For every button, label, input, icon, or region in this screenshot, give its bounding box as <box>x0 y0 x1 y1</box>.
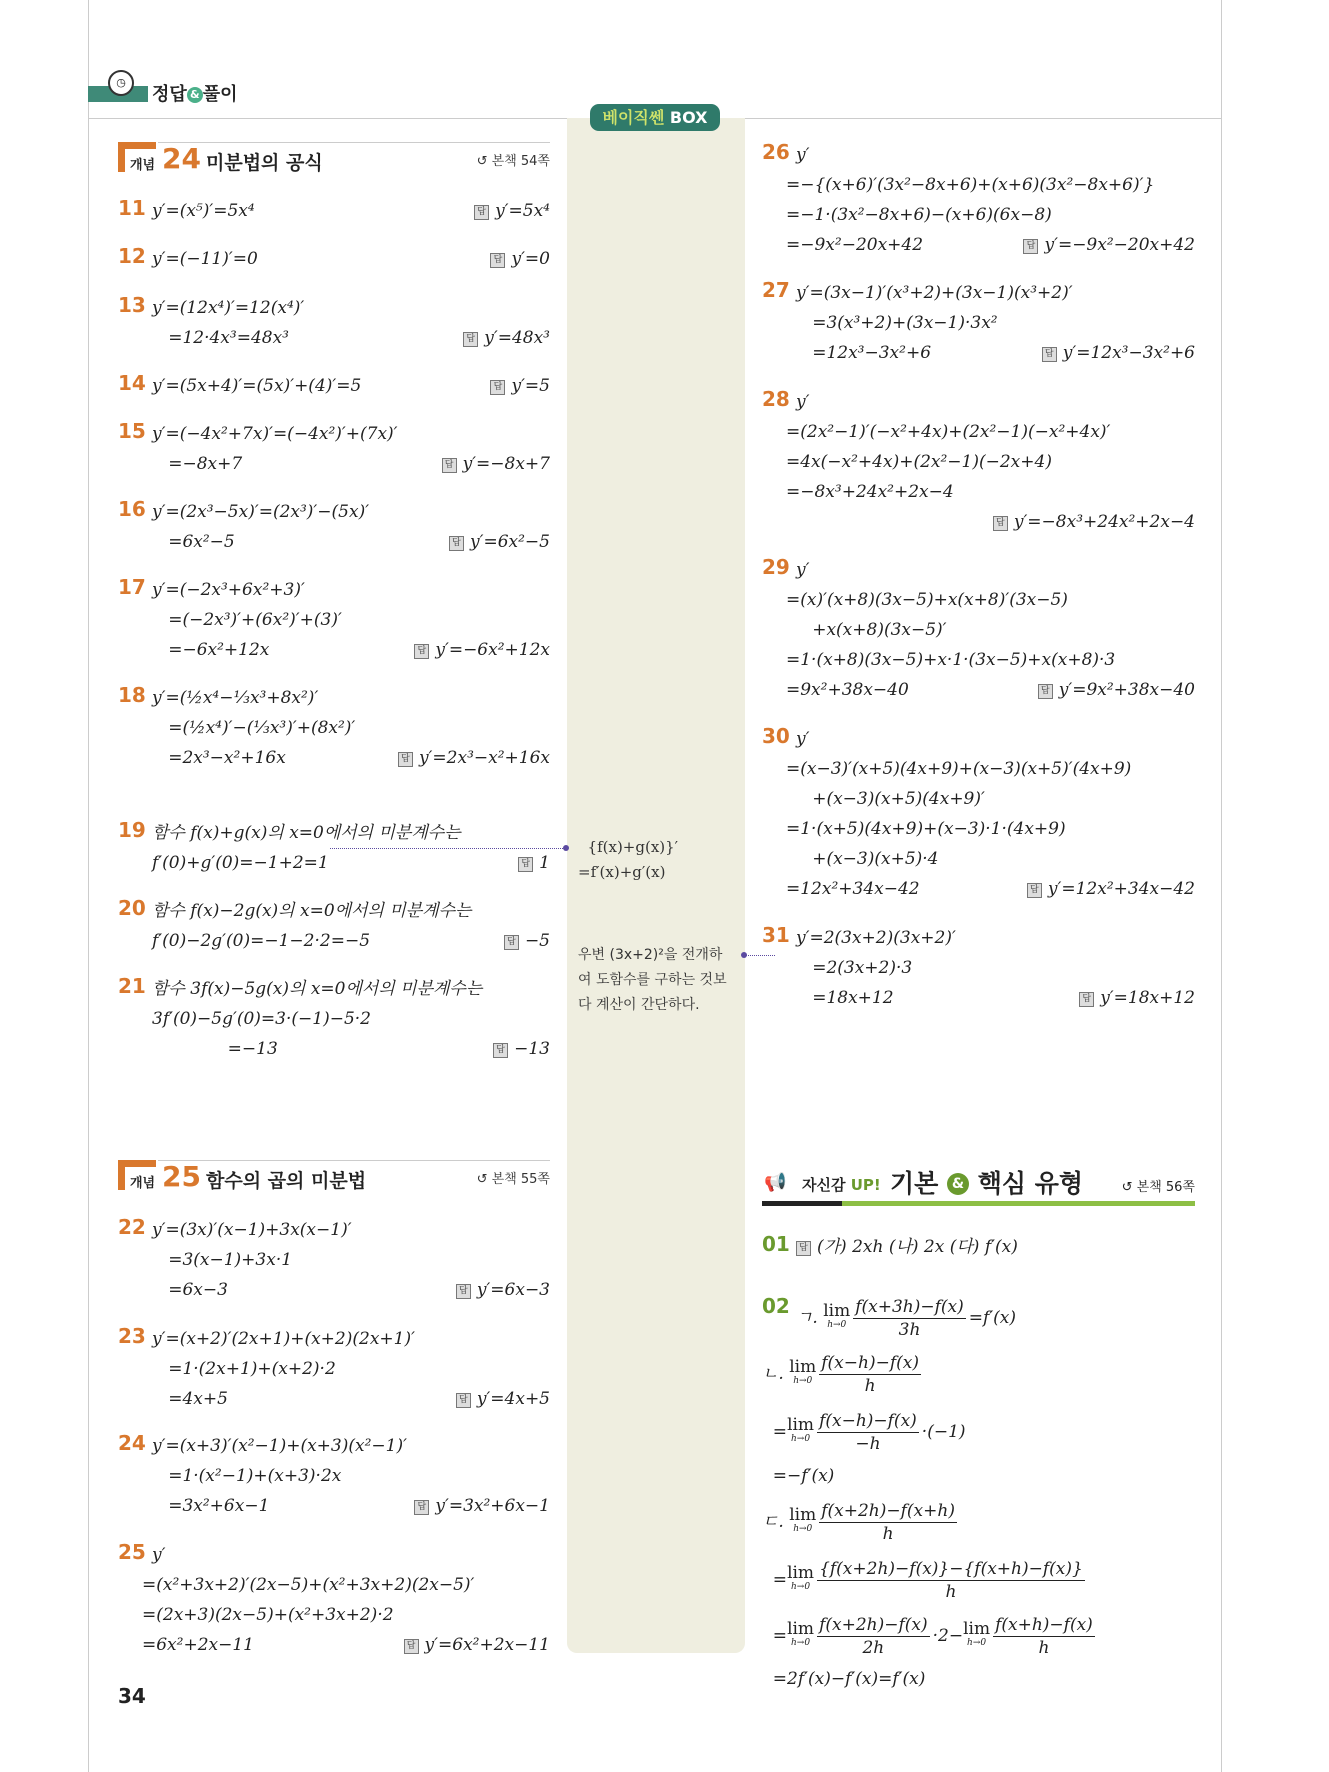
answer-text: y′=48x³ <box>484 328 550 348</box>
problem-line <box>762 1232 1195 1262</box>
numerator: f(x+3h)−f(x) <box>855 1296 964 1317</box>
answer-text: y′=6x−3 <box>476 1280 550 1300</box>
basic-label <box>802 1174 881 1195</box>
problem-16 <box>118 497 550 557</box>
basic-label-text: 자신감 <box>802 1176 846 1194</box>
answer-icon: 답 <box>493 1043 508 1058</box>
answer-icon: 답 <box>993 516 1008 531</box>
math-text: =f′(x) <box>968 1308 1017 1328</box>
section-number: 24 <box>162 142 201 175</box>
problem-30 <box>762 724 1195 904</box>
math-text: ㄴ. <box>762 1364 790 1384</box>
denominator: 2h <box>862 1637 885 1658</box>
problem-line: y′=(x⁵)′=5x⁴ <box>152 201 255 221</box>
lim-subscript: h→0 <box>791 1582 811 1592</box>
answer-text: y′=18x+12 <box>1100 988 1195 1008</box>
problem-17 <box>118 575 550 665</box>
problem-line: =−8x+7 <box>152 454 243 474</box>
problem-line: y′=(−4x²+7x)′=(−4x²)′+(7x)′ <box>152 424 398 444</box>
denominator: 3h <box>898 1319 921 1340</box>
problem-line: 함수 f(x)−2g(x)의 x=0에서의 미분계수는 <box>152 901 472 921</box>
problem-line: =−6x²+12x <box>152 640 270 660</box>
numerator: f(x−h)−f(x) <box>821 1352 919 1373</box>
connector-dot <box>563 845 569 851</box>
box-label-b: BOX <box>669 108 708 127</box>
note-sum-rule <box>578 835 678 885</box>
problem-line: y′=(3x)′(x−1)+3x(x−1)′ <box>152 1220 352 1240</box>
underline-dark <box>762 1201 842 1206</box>
math-text: = <box>762 1422 788 1442</box>
basic-box-panel <box>567 118 745 1653</box>
math-text: ·(−1) <box>921 1422 966 1442</box>
problem-line: =(−2x³)′+(6x²)′+(3)′ <box>152 610 342 630</box>
answer-icon: 답 <box>456 1284 471 1299</box>
box-label-a: 베이직쎈 <box>602 108 665 127</box>
answer-icon: 답 <box>490 253 505 268</box>
problem-line: =6x²+2x−11 <box>142 1635 254 1655</box>
note-line: 우변 (3x+2)²을 전개하 <box>578 947 723 963</box>
answer-text: y′=6x²−5 <box>470 532 550 552</box>
problem-line: =−9x²−20x+42 <box>786 235 924 255</box>
problem-line: =6x²−5 <box>152 532 235 552</box>
math-text: = <box>762 1570 788 1590</box>
answer-icon: 답 <box>1079 992 1094 1007</box>
lim-label: lim <box>789 1505 817 1525</box>
answer <box>442 449 550 479</box>
problem-number: 29 <box>762 555 790 579</box>
header-title-a: 정답 <box>152 84 187 105</box>
section-label: 개념 <box>130 158 156 173</box>
refresh-icon: ↺ <box>476 1172 492 1187</box>
limit-line <box>762 1664 1195 1694</box>
fraction <box>817 1614 930 1659</box>
problem-line: =−{(x+6)′(3x²−8x+6)+(x+6)(3x²−8x+6)′} <box>786 175 1155 195</box>
problem-14 <box>118 371 550 401</box>
problem-line: =(2x²−1)′(−x²+4x)+(2x²−1)(−x²+4x)′ <box>786 422 1111 442</box>
lim-label: lim <box>787 1415 815 1435</box>
lim-label: lim <box>789 1357 817 1377</box>
numerator: f(x+2h)−f(x) <box>819 1614 928 1635</box>
answer <box>474 196 550 226</box>
answer <box>1027 874 1195 904</box>
book-ref <box>1122 1176 1195 1195</box>
lim-operator <box>789 1357 817 1388</box>
problem-number: 20 <box>118 896 146 920</box>
answer <box>1079 983 1195 1013</box>
problem-11 <box>118 196 550 226</box>
problem-number: 11 <box>118 196 146 220</box>
limit-line <box>762 1292 1195 1344</box>
problem-13 <box>118 293 550 353</box>
problem-24 <box>118 1431 550 1521</box>
answer-text: (가) 2xh (나) 2x (다) f′(x) <box>817 1237 1018 1257</box>
problem-line: =12x³−3x²+6 <box>796 343 932 363</box>
answer-icon: 답 <box>504 935 519 950</box>
problem-number: 30 <box>762 724 790 748</box>
problem-line: =(2x+3)(2x−5)+(x²+3x+2)·2 <box>142 1605 394 1625</box>
problem-line: 3f′(0)−5g′(0)=3·(−1)−5·2 <box>152 1009 371 1029</box>
lim-operator <box>787 1563 815 1594</box>
answer-text: y′=4x+5 <box>476 1389 550 1409</box>
numerator: f(x−h)−f(x) <box>819 1410 917 1431</box>
problem-02 <box>762 1292 1195 1694</box>
problem-line: y′ <box>796 729 810 749</box>
problem-line: =1·(2x+1)+(x+2)·2 <box>152 1359 336 1379</box>
problem-line: =−8x³+24x²+2x−4 <box>786 482 954 502</box>
header-title <box>152 80 238 106</box>
math-text: = <box>762 1626 788 1646</box>
problem-number: 22 <box>118 1215 146 1239</box>
lim-label: lim <box>787 1563 815 1583</box>
problem-20 <box>118 896 550 956</box>
problem-23 <box>118 1324 550 1414</box>
section-label: 개념 <box>130 1176 156 1191</box>
problem-line: =6x−3 <box>152 1280 228 1300</box>
megaphone-icon: 📢 <box>764 1172 787 1193</box>
problem-line: =(½x⁴)′−(⅓x³)′+(8x²)′ <box>152 718 356 738</box>
problem-18 <box>118 683 550 773</box>
answer-text: y′=−9x²−20x+42 <box>1044 235 1195 255</box>
problem-line: =3(x³+2)+(3x−1)·3x² <box>796 313 998 333</box>
fraction <box>819 1500 957 1545</box>
problem-01 <box>762 1232 1195 1262</box>
book-ref <box>477 1168 550 1187</box>
lim-subscript: h→0 <box>791 1638 811 1648</box>
answer <box>414 1491 550 1521</box>
limit-line <box>762 1608 1195 1664</box>
problem-line: =−1·(3x²−8x+6)−(x+6)(6x−8) <box>786 205 1052 225</box>
denominator: h <box>864 1375 876 1396</box>
problem-line: y′=(x+2)′(2x+1)+(x+2)(2x+1)′ <box>152 1329 415 1349</box>
problem-line: y′=(2x³−5x)′=(2x³)′−(5x)′ <box>152 502 370 522</box>
answer-text: y′=−8x³+24x²+2x−4 <box>1013 512 1195 532</box>
problem-22 <box>118 1215 550 1305</box>
problem-number: 19 <box>118 818 146 842</box>
problem-line: =2(3x+2)·3 <box>796 958 913 978</box>
problem-line: y′=(x+3)′(x²−1)+(x+3)(x²−1)′ <box>152 1436 407 1456</box>
answer <box>490 371 550 401</box>
answer-icon: 답 <box>1038 684 1053 699</box>
note-line: 여 도함수를 구하는 것보 <box>578 972 727 988</box>
problem-line: =3(x−1)+3x·1 <box>152 1250 293 1270</box>
section-number: 25 <box>162 1160 201 1193</box>
problem-line: 함수 3f(x)−5g(x)의 x=0에서의 미분계수는 <box>152 979 483 999</box>
answer-text: y′=2x³−x²+16x <box>418 748 550 768</box>
clock-icon: ◷ <box>108 70 134 96</box>
problem-line: =1·(x+8)(3x−5)+x·1·(3x−5)+x(x+8)·3 <box>786 650 1116 670</box>
amp-badge: & <box>187 87 203 103</box>
numerator: f(x+2h)−f(x+h) <box>821 1500 955 1521</box>
answer-text: y′=6x²+2x−11 <box>424 1635 550 1655</box>
problem-number: 16 <box>118 497 146 521</box>
problem-number: 14 <box>118 371 146 395</box>
problem-line: =(x²+3x+2)′(2x−5)+(x²+3x+2)(2x−5)′ <box>142 1575 475 1595</box>
answer-text: y′=12x³−3x²+6 <box>1062 343 1195 363</box>
book-ref-text: 본책 56쪽 <box>1136 1180 1195 1195</box>
limit-line <box>762 1552 1195 1608</box>
problem-line: +(x−3)(x+5)·4 <box>796 849 939 869</box>
answer <box>1023 230 1195 260</box>
answer <box>518 848 550 878</box>
answer <box>456 1384 550 1414</box>
section-title: 미분법의 공식 <box>206 152 323 174</box>
denominator: h <box>1038 1637 1050 1658</box>
problem-21 <box>118 974 550 1064</box>
answer <box>414 635 550 665</box>
problem-26 <box>762 140 1195 260</box>
problem-number: 18 <box>118 683 146 707</box>
note-line: {f(x)+g(x)}′ <box>578 838 679 856</box>
amp-badge: & <box>947 1173 969 1195</box>
denominator: h <box>945 1581 957 1602</box>
book-ref <box>477 150 550 169</box>
note-line: =f′(x)+g′(x) <box>578 863 666 881</box>
answer-text: −13 <box>514 1039 550 1059</box>
lim-subscript: h→0 <box>793 1376 813 1386</box>
basic-title-a: 기본 <box>890 1169 939 1198</box>
answer-text: y′=5 <box>511 376 550 396</box>
problem-27 <box>762 278 1195 368</box>
problem-line: =2x³−x²+16x <box>152 748 286 768</box>
problem-number: 13 <box>118 293 146 317</box>
answer-icon: 답 <box>490 380 505 395</box>
answer <box>456 1275 550 1305</box>
answer-icon: 답 <box>1023 239 1038 254</box>
math-text: ㄱ. <box>796 1308 824 1328</box>
answer-icon: 답 <box>796 1241 811 1256</box>
answer <box>493 1034 550 1064</box>
lim-subscript: h→0 <box>791 1434 811 1444</box>
book-ref-text: 본책 54쪽 <box>491 154 550 169</box>
basic-box-label <box>590 104 720 131</box>
divider <box>158 142 550 143</box>
lim-subscript: h→0 <box>793 1524 813 1534</box>
problem-25 <box>118 1540 550 1660</box>
denominator: −h <box>855 1433 881 1454</box>
header-title-b: 풀이 <box>202 84 238 105</box>
lim-operator <box>823 1301 851 1332</box>
problem-line: =4x+5 <box>152 1389 228 1409</box>
problem-31 <box>762 923 1195 1013</box>
problem-line: =1·(x²−1)+(x+3)·2x <box>152 1466 342 1486</box>
connector-line <box>330 848 563 849</box>
basic-section-header <box>762 1160 1195 1206</box>
basic-title <box>890 1164 1083 1200</box>
answer-icon: 답 <box>414 644 429 659</box>
fraction <box>993 1614 1095 1659</box>
problem-number: 28 <box>762 387 790 411</box>
note-line: 다 계산이 간단하다. <box>578 997 700 1013</box>
problem-number: 26 <box>762 140 790 164</box>
numerator: {f(x+2h)−f(x)}−{f(x+h)−f(x)} <box>819 1558 1083 1579</box>
answer-icon: 답 <box>456 1393 471 1408</box>
answer-text: y′=12x²+34x−42 <box>1047 879 1195 899</box>
lim-subscript: h→0 <box>827 1320 847 1330</box>
problem-line: =18x+12 <box>796 988 894 1008</box>
problem-line: +(x−3)(x+5)(4x+9)′ <box>796 789 985 809</box>
answer-icon: 답 <box>449 536 464 551</box>
answer-text: y′=9x²+38x−40 <box>1058 680 1195 700</box>
answer <box>449 527 550 557</box>
answer-text: y′=−8x+7 <box>462 454 550 474</box>
section-header-25 <box>118 1160 550 1194</box>
answer-text: −5 <box>524 931 550 951</box>
answer <box>463 323 550 353</box>
numerator: f(x+h)−f(x) <box>995 1614 1093 1635</box>
answer-icon: 답 <box>1027 883 1042 898</box>
problem-15 <box>118 419 550 479</box>
book-ref-text: 본책 55쪽 <box>491 1172 550 1187</box>
underline-green <box>842 1201 1195 1206</box>
lim-operator <box>789 1505 817 1536</box>
problem-line: f′(0)−2g′(0)=−1−2·2=−5 <box>152 931 371 951</box>
answer <box>398 743 550 773</box>
fraction <box>817 1410 919 1455</box>
problem-line: y′ <box>796 392 810 412</box>
answer <box>1038 675 1195 705</box>
page-number: 34 <box>118 1684 146 1708</box>
answer <box>490 244 550 274</box>
problem-28 <box>762 387 1195 537</box>
problem-number: 15 <box>118 419 146 443</box>
problem-line: =9x²+38x−40 <box>786 680 909 700</box>
problem-number: 17 <box>118 575 146 599</box>
answer-text: y′=5x⁴ <box>495 201 550 221</box>
problem-number: 01 <box>762 1232 790 1256</box>
note-expand-tip <box>578 943 738 1018</box>
problem-line: y′=(12x⁴)′=12(x⁴)′ <box>152 298 305 318</box>
basic-up: UP! <box>850 1176 881 1194</box>
answer-icon: 답 <box>442 458 457 473</box>
connector-line <box>745 955 775 956</box>
section-header-24 <box>118 142 550 176</box>
problem-line: y′ <box>796 560 810 580</box>
refresh-icon: ↺ <box>1121 1180 1137 1195</box>
problem-02-lines <box>762 1292 1195 1694</box>
problem-number: 23 <box>118 1324 146 1348</box>
limit-line <box>762 1492 1195 1552</box>
problem-line: +x(x+8)(3x−5)′ <box>796 620 947 640</box>
answer <box>504 926 550 956</box>
lim-label: lim <box>963 1619 991 1639</box>
math-text: ·2− <box>932 1626 964 1646</box>
problem-line: =4x(−x²+4x)+(2x²−1)(−2x+4) <box>786 452 1052 472</box>
answer-text: 1 <box>539 853 550 873</box>
problem-line: y′=(3x−1)′(x³+2)+(3x−1)(x³+2)′ <box>796 283 1073 303</box>
basic-title-b: 핵심 유형 <box>977 1169 1084 1198</box>
problem-line: y′ <box>796 145 810 165</box>
lim-label: lim <box>787 1619 815 1639</box>
answer-text: y′=0 <box>511 249 550 269</box>
problem-line: y′=(−11)′=0 <box>152 249 258 269</box>
answer-text: y′=−6x²+12x <box>435 640 550 660</box>
answer-icon: 답 <box>414 1500 429 1515</box>
limit-line <box>762 1460 1195 1492</box>
answer <box>404 1630 550 1660</box>
problem-line: 함수 f(x)+g(x)의 x=0에서의 미분계수는 <box>152 823 461 843</box>
divider <box>158 1160 550 1161</box>
problem-line: y′=2(3x+2)(3x+2)′ <box>796 928 956 948</box>
problem-line: =1·(x+5)(4x+9)+(x−3)·1·(4x+9) <box>786 819 1066 839</box>
answer-icon: 답 <box>404 1639 419 1654</box>
problem-number: 12 <box>118 244 146 268</box>
fraction <box>853 1296 966 1341</box>
answer-icon: 답 <box>463 332 478 347</box>
problem-line: =(x−3)′(x+5)(4x+9)+(x−3)(x+5)′(4x+9) <box>786 759 1132 779</box>
answer <box>1042 338 1195 368</box>
problem-line: y′=(−2x³+6x²+3)′ <box>152 580 305 600</box>
answer-text: y′=3x²+6x−1 <box>435 1496 550 1516</box>
answer-icon: 답 <box>398 752 413 767</box>
answer <box>993 507 1195 537</box>
lim-operator <box>963 1619 991 1650</box>
problem-line: =12·4x³=48x³ <box>152 328 289 348</box>
problem-line: =(x)′(x+8)(3x−5)+x(x+8)′(3x−5) <box>786 590 1068 610</box>
problem-line: y′=(5x+4)′=(5x)′+(4)′=5 <box>152 376 362 396</box>
section-title: 함수의 곱의 미분법 <box>206 1170 367 1192</box>
problem-line: f′(0)+g′(0)=−1+2=1 <box>152 853 329 873</box>
problem-number: 02 <box>762 1294 790 1318</box>
answer-icon: 답 <box>1042 347 1057 362</box>
math-text: =2f′(x)−f′(x)=f′(x) <box>762 1669 926 1689</box>
limit-line <box>762 1404 1195 1460</box>
problem-number: 21 <box>118 974 146 998</box>
limit-line <box>762 1344 1195 1404</box>
problem-line: =12x²+34x−42 <box>786 879 920 899</box>
problem-line: =3x²+6x−1 <box>152 1496 270 1516</box>
lim-operator <box>787 1415 815 1446</box>
fraction <box>817 1558 1085 1603</box>
denominator: h <box>882 1523 894 1544</box>
lim-label: lim <box>823 1301 851 1321</box>
math-text: =−f′(x) <box>762 1466 835 1486</box>
refresh-icon: ↺ <box>476 154 492 169</box>
problem-number: 24 <box>118 1431 146 1455</box>
answer-icon: 답 <box>474 205 489 220</box>
math-text: ㄷ. <box>762 1512 790 1532</box>
problem-number: 31 <box>762 923 790 947</box>
problem-12 <box>118 244 550 274</box>
lim-subscript: h→0 <box>967 1638 987 1648</box>
lim-operator <box>787 1619 815 1650</box>
problem-number: 25 <box>118 1540 146 1564</box>
answer-icon: 답 <box>518 857 533 872</box>
problem-line: =−13 <box>152 1039 278 1059</box>
problem-29 <box>762 555 1195 705</box>
fraction <box>819 1352 921 1397</box>
problem-line: y′=(½x⁴−⅓x³+8x²)′ <box>152 688 319 708</box>
problem-line: y′ <box>152 1545 166 1565</box>
problem-number: 27 <box>762 278 790 302</box>
